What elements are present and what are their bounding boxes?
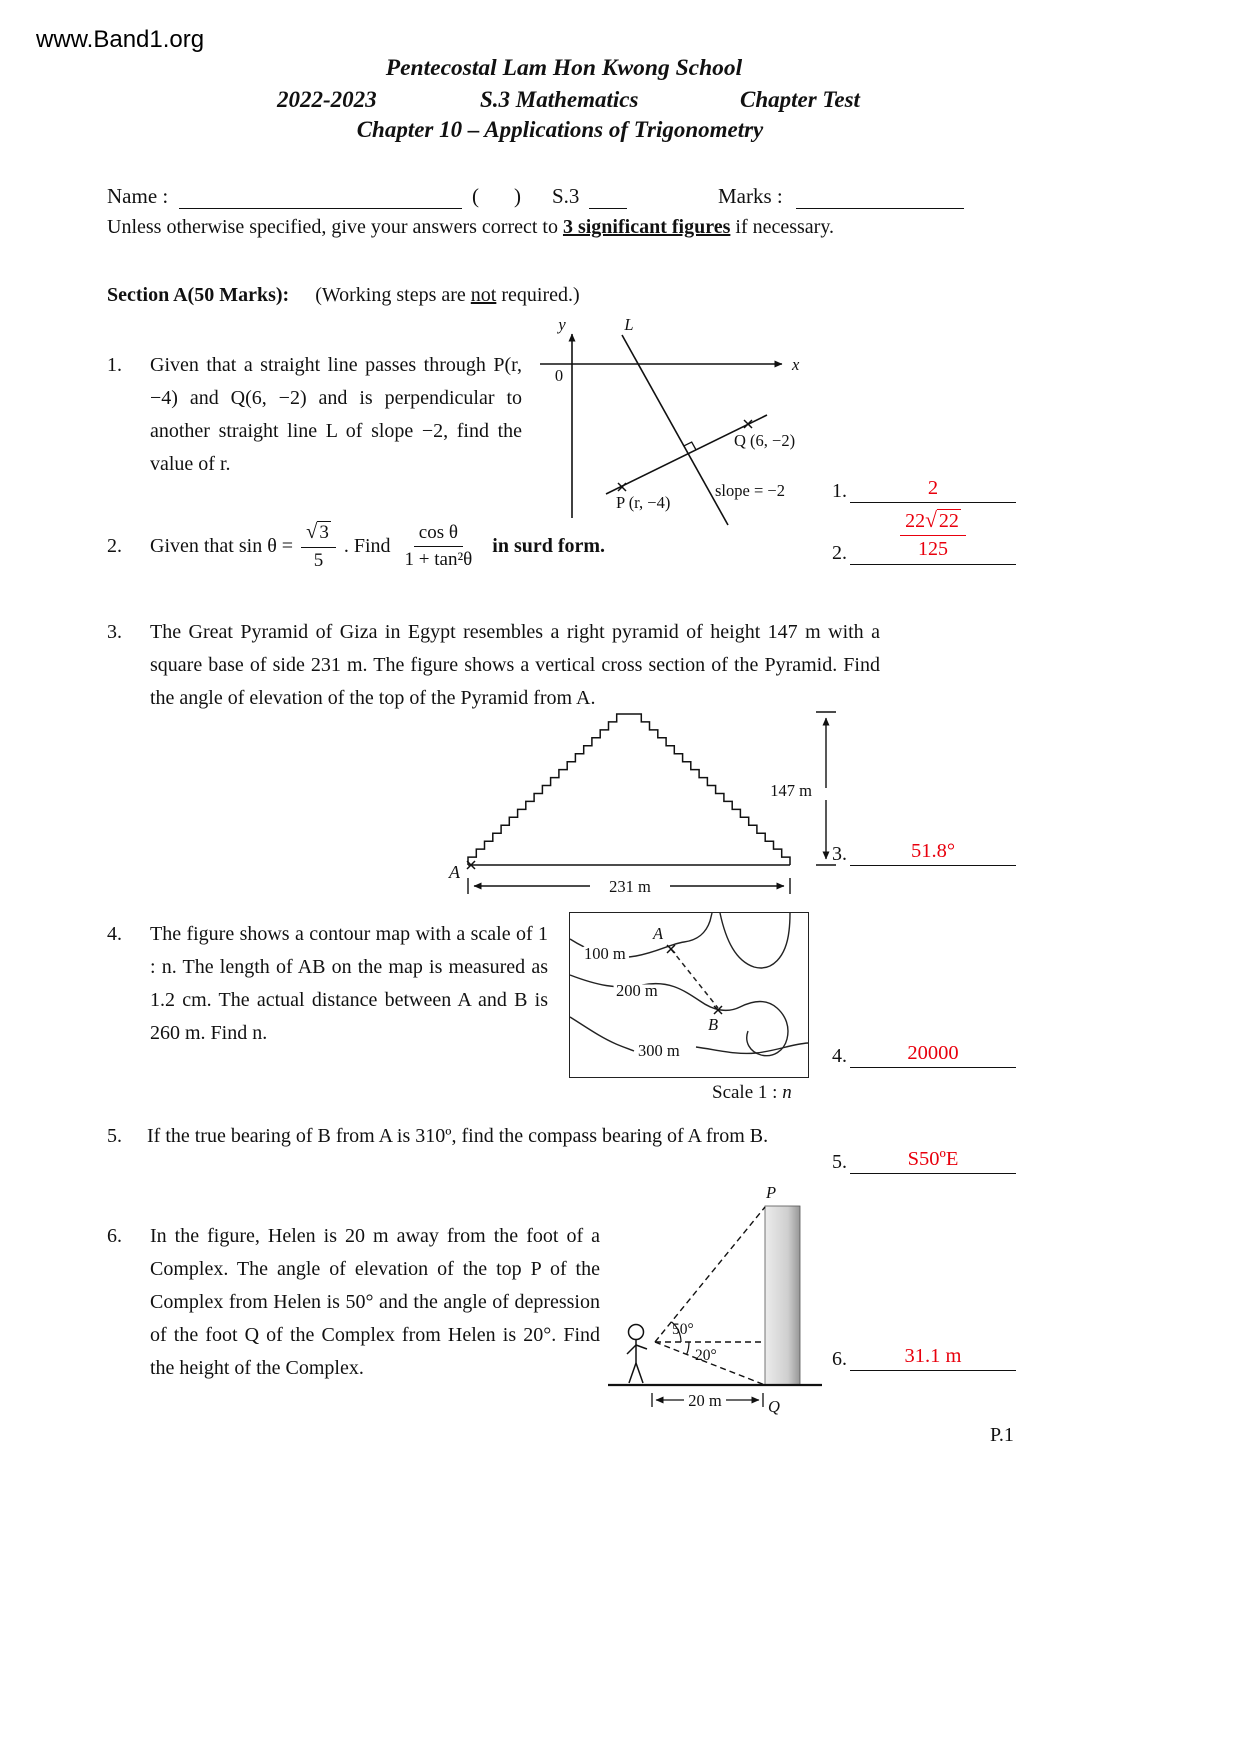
scale-label-variable: n bbox=[782, 1082, 792, 1103]
answer-line bbox=[850, 1042, 1016, 1068]
exam-subject: S.3 Mathematics bbox=[480, 87, 639, 112]
page-number: P.1 bbox=[990, 1424, 1014, 1446]
answer-number: 4. bbox=[832, 1045, 847, 1067]
question-5-number: 5. bbox=[107, 1125, 122, 1147]
question-2-row bbox=[107, 520, 605, 572]
radical-sign: √ bbox=[306, 521, 318, 543]
section-a-heading bbox=[107, 284, 580, 307]
answer-value: S50ºE bbox=[907, 1148, 959, 1170]
scale-label-text: Scale 1 : bbox=[712, 1082, 783, 1103]
question-1-number: 1. bbox=[107, 354, 122, 376]
figure-contour-map bbox=[569, 912, 809, 1078]
section-a-note-pre: (Working steps are bbox=[315, 284, 471, 306]
helen-figure bbox=[627, 1325, 647, 1384]
exam-year: 2022-2023 bbox=[277, 87, 377, 112]
point-b-label: B bbox=[707, 1015, 719, 1034]
point-a-label: A bbox=[449, 862, 460, 882]
pyramid-steps bbox=[468, 714, 790, 865]
y-axis-label: y bbox=[558, 315, 566, 334]
contour-200-label: 200 m bbox=[616, 981, 658, 1000]
point-a-label: A bbox=[652, 924, 664, 943]
answer-slot-2 bbox=[832, 507, 1016, 565]
section-a-note-post: required.) bbox=[496, 284, 580, 306]
radicand: 3 bbox=[319, 522, 329, 543]
contour-300-label: 300 m bbox=[638, 1041, 680, 1060]
class-paren-open: ( bbox=[472, 184, 479, 208]
point-p-label: P (r, −4) bbox=[616, 493, 671, 512]
question-2-number: 2. bbox=[107, 534, 122, 557]
radicand: 22 bbox=[938, 510, 959, 532]
answer-value: 20000 bbox=[907, 1042, 959, 1064]
answer-slot-1 bbox=[832, 477, 1016, 503]
height-label: 147 m bbox=[770, 781, 812, 800]
origin-label: 0 bbox=[554, 366, 564, 385]
class-blank bbox=[589, 184, 627, 209]
fraction-cos-over-tan bbox=[405, 521, 473, 572]
x-axis-label: x bbox=[792, 355, 800, 374]
answer-value: 31.1 m bbox=[904, 1345, 962, 1367]
instruction-pre: Unless otherwise specified, give your answers correct to bbox=[107, 216, 563, 238]
answer-line bbox=[850, 1148, 1016, 1174]
figure-helen-complex bbox=[600, 1182, 835, 1422]
section-a-note-underlined: not bbox=[470, 284, 497, 306]
school-name: Pentecostal Lam Hon Kwong School bbox=[385, 55, 743, 81]
answer-value: 51.8° bbox=[910, 840, 956, 862]
base-label: 231 m bbox=[609, 877, 651, 896]
answer-coeff: 22 bbox=[905, 510, 926, 532]
distance-label: 20 m bbox=[688, 1391, 722, 1410]
answer-fraction bbox=[900, 507, 966, 562]
section-a-note bbox=[315, 284, 579, 306]
watermark-text: www.Band1.org bbox=[36, 26, 205, 53]
answer-value: 2 bbox=[927, 477, 939, 499]
numerator: cos θ bbox=[414, 521, 463, 547]
instruction-post: if necessary. bbox=[730, 216, 835, 238]
depression-angle-label: 20° bbox=[695, 1347, 717, 1364]
class-paren-close: ) bbox=[514, 184, 521, 208]
contour-map-canvas bbox=[570, 913, 808, 1076]
point-q-cross bbox=[744, 420, 752, 428]
figure-line-graph bbox=[532, 315, 812, 533]
chapter-title: Chapter 10 – Applications of Trigonometry bbox=[356, 117, 764, 142]
question-2-text-bold: in surd form. bbox=[492, 534, 606, 557]
question-2-text-pre: Given that sin θ = bbox=[150, 534, 294, 557]
point-q-label: Q (6, −2) bbox=[734, 431, 796, 450]
question-4-text: The figure shows a contour map with a scale of 1 : n. The length of AB on the map is measured as 1.2 cm. The actual distance between A and B is 260 m. Find n. bbox=[150, 923, 548, 1044]
line-l-label: L bbox=[624, 315, 634, 334]
answer-line bbox=[850, 840, 1016, 866]
ab-dashed-line bbox=[671, 949, 718, 1008]
top-p-label: P bbox=[766, 1183, 777, 1202]
marks-label: Marks : bbox=[718, 184, 783, 208]
answer-slot-3 bbox=[832, 840, 1016, 866]
section-a-title: Section A(50 Marks): bbox=[107, 284, 290, 306]
answer-number: 2. bbox=[832, 542, 847, 564]
name-label: Name : bbox=[107, 184, 169, 208]
contour-300-left bbox=[570, 1017, 634, 1051]
answer-number: 6. bbox=[832, 1348, 847, 1370]
contour-100-label: 100 m bbox=[584, 944, 626, 963]
angle-arc-20 bbox=[687, 1342, 689, 1354]
fraction-sqrt3-over-5 bbox=[301, 520, 336, 572]
answer-number: 5. bbox=[832, 1151, 847, 1173]
marks-blank bbox=[796, 184, 964, 209]
name-blank bbox=[179, 184, 462, 209]
figure-pyramid bbox=[438, 700, 840, 905]
question-6-number: 6. bbox=[107, 1225, 122, 1247]
class-prefix: S.3 bbox=[552, 184, 580, 208]
question-5-text: If the true bearing of B from A is 310º, find the compass bearing of A from B. bbox=[147, 1125, 769, 1147]
radical-sign: √ bbox=[925, 508, 937, 532]
question-3-number: 3. bbox=[107, 621, 122, 643]
scale-label bbox=[712, 1082, 792, 1104]
denominator: 5 bbox=[313, 549, 324, 571]
contour-fold bbox=[720, 913, 790, 968]
point-a-cross bbox=[667, 945, 675, 953]
instruction-line bbox=[107, 216, 834, 239]
answer-number: 1. bbox=[832, 480, 847, 502]
question-3-text: The Great Pyramid of Giza in Egypt resembles a right pyramid of height 147 m with a square base of side 231 m. The figure shows a vertical cross section of the Pyramid. Find the angle of elevation of the top of the Pyramid from A. bbox=[150, 621, 880, 709]
answer-number: 3. bbox=[832, 843, 847, 865]
slope-label: slope = −2 bbox=[715, 481, 785, 500]
contour-300-right bbox=[696, 1043, 808, 1053]
answer-line bbox=[850, 477, 1016, 503]
answer-denominator: 125 bbox=[917, 538, 948, 560]
denominator: 1 + tan²θ bbox=[404, 548, 473, 570]
foot-q-label: Q bbox=[768, 1397, 780, 1416]
question-4-number: 4. bbox=[107, 923, 122, 945]
question-6-text: In the figure, Helen is 20 m away from the foot of a Complex. The angle of elevation of the top P of the Complex from Helen is 50° and the angle of depression of the foot Q of the Complex from Helen is 20°. Find the height of the Complex. bbox=[150, 1225, 600, 1379]
answer-slot-4 bbox=[832, 1042, 1016, 1068]
exam-test-type: Chapter Test bbox=[740, 87, 860, 112]
answer-slot-5 bbox=[832, 1148, 1016, 1174]
answer-line bbox=[850, 507, 1016, 565]
answer-slot-6 bbox=[832, 1345, 1016, 1371]
question-1-text: Given that a straight line passes through P(r, −4) and Q(6, −2) and is perpendicular to another straight line L of slope −2, find the value of r. bbox=[150, 354, 522, 475]
complex-tower bbox=[765, 1206, 800, 1385]
question-2-text-mid: . Find bbox=[343, 534, 391, 557]
elevation-angle-label: 50° bbox=[672, 1321, 694, 1338]
answer-line bbox=[850, 1345, 1016, 1371]
instruction-emphasis: 3 significant figures bbox=[562, 216, 731, 238]
